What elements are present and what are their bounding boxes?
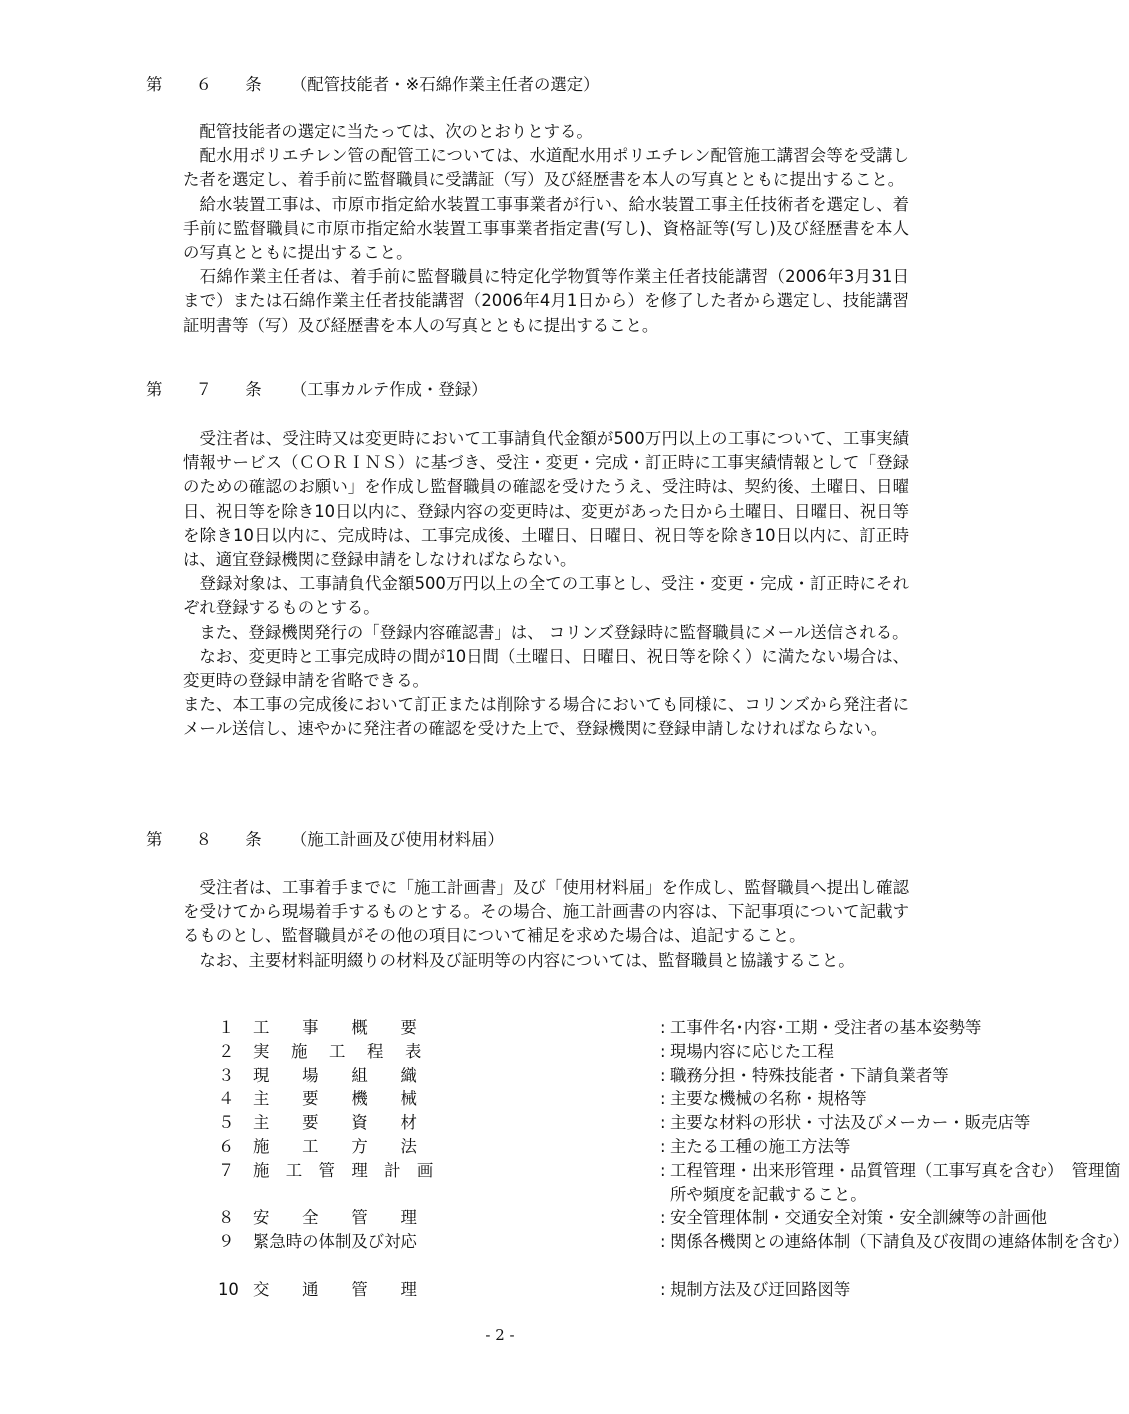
article-6-heading [146,72,600,98]
item-label: 交 通 管 理 [253,1279,417,1299]
paragraph: 給水装置工事は、市原市指定給水装置工事事業者が行い、給水装置工事主任技術者を選定し、着手前に監督職員に市原市指定給水装置工事事業者指定書(写し)、資格証等(写し)及び経歴書を本人の写真とともに提出すること。 [183,194,909,263]
item-description: 工事件名･内容･工期・受注者の基本姿勢等 [670,1018,982,1037]
list-item [218,1087,918,1111]
item-label: 現 場 組 織 [253,1065,417,1085]
list-item [218,1135,918,1159]
list-item [218,1230,1129,1278]
separator: : [660,1018,666,1037]
item-description: 工程管理・出来形管理・品質管理（工事写真を含む） 管理箇所や頻度を記載すること。 [670,1160,1121,1204]
item-description: 主要な材料の形状・寸法及びメーカー・販売店等 [670,1113,1031,1133]
separator: : [660,1113,666,1133]
separator: : [660,1160,666,1180]
item-description: 主たる工種の施工方法等 [670,1136,851,1156]
item-number: ２ [218,1041,235,1061]
paragraph: 配水用ポリエチレン管の配管工については、水道配水用ポリエチレン配管施工講習会等を受講した者を選定し、着手前に監督職員に受講証（写）及び経歴書を本人の写真とともに提出すること。 [183,146,909,190]
item-number: 10 [218,1279,239,1299]
paragraph: なお、変更時と工事完成時の間が10日間（土曜日、日曜日、祝日等を除く）に満たない場合は、変更時の登録申請を省略できる。 [183,646,909,691]
article-title: （配管技能者・※石綿作業主任者の選定） [290,75,600,94]
item-label: 主 要 資 材 [253,1113,417,1133]
article-6-body [183,120,909,338]
item-label: 緊急時の体制及び対応 [253,1232,417,1252]
paragraph: また、登録機関発行の「登録内容確認書」は、 コリンズ登録時に監督職員にメール送信される。 [183,622,909,642]
item-label: 工 事 概 要 [253,1018,417,1037]
item-label: 安 全 管 理 [253,1208,417,1228]
item-number: ５ [218,1113,235,1133]
item-number: ９ [218,1232,235,1252]
item-number: ８ [218,1208,235,1228]
item-number: ３ [218,1065,235,1085]
list-item [218,1040,918,1064]
separator: : [660,1065,666,1085]
item-description: 規制方法及び迂回路図等 [670,1279,851,1299]
separator: : [660,1208,666,1228]
separator: : [660,1041,666,1061]
article-8-body [183,876,909,973]
list-item [218,1111,1031,1135]
item-description: 安全管理体制・交通安全対策・安全訓練等の計画他 [670,1208,1047,1228]
page-number: - 2 - [485,1326,515,1344]
paragraph: なお、主要材料証明綴りの材料及び証明等の内容については、監督職員と協議すること。 [183,950,855,970]
list-item [218,1016,982,1040]
paragraph: 受注者は、受注時又は変更時において工事請負代金額が500万円以上の工事について、工事実績情報サービス（ＣＯＲＩＮＳ）に基づき、受注・変更・完成・訂正時に工事実績情報として「登録のための確認のお願い」を作成し監督職員の確認を受けたうえ、受注時は、契約後、土曜日、日曜日、祝日等を除き10日以内に、登録内容の変更時は、変更があった日から土曜日、日曜日、祝日等を除き10日以内に、完成時は、工事完成後、土曜日、日曜日、祝日等を除き10日以内に、訂正時は、適宜登録機関に登録申請をしなければならない。 [183,429,909,570]
item-number: ６ [218,1136,235,1156]
item-description: 関係各機関との連絡体制（下請負及び夜間の連絡体制を含む） [670,1232,1129,1252]
separator: : [660,1089,666,1109]
item-number: １ [218,1018,235,1037]
paragraph: また、本工事の完成後において訂正または削除する場合においても同様に、コリンズから発注者にメール送信し、速やかに発注者の確認を受けた上で、登録機関に登録申請しなければならない。 [183,695,909,739]
article-number: 第 ８ 条 [146,830,276,849]
article-number: 第 ７ 条 [146,380,276,399]
item-label: 施 工 管 理 計 画 [253,1160,434,1180]
plan-items-list [218,1016,1129,1302]
article-title: （施工計画及び使用材料届） [290,830,504,849]
item-label: 施 工 方 法 [253,1136,417,1156]
item-description: 現場内容に応じた工程 [670,1041,834,1061]
item-label: 実 施 工 程 表 [253,1041,422,1061]
paragraph: 配管技能者の選定に当たっては、次のとおりとする。 [183,122,593,141]
list-item [218,1064,949,1088]
separator: : [660,1279,666,1299]
item-label: 主 要 機 械 [253,1089,417,1109]
item-description: 主要な機械の名称・規格等 [670,1089,867,1109]
separator: : [660,1136,666,1156]
article-number: 第 ６ 条 [146,75,276,94]
list-item [218,1278,918,1302]
article-title: （工事カルテ作成・登録） [290,380,488,399]
item-description: 職務分担・特殊技能者・下請負業者等 [670,1065,949,1085]
list-item [218,1206,1047,1230]
article-8-heading [146,827,504,853]
paragraph: 石綿作業主任者は、着手前に監督職員に特定化学物質等作業主任者技能講習（2006年3月31日まで）または石綿作業主任者技能講習（2006年4月1日から）を修了した者から選定し、技能講習証明書等（写）及び経歴書を本人の写真とともに提出すること。 [183,267,909,335]
article-7-heading [146,377,488,403]
paragraph: 登録対象は、工事請負代金額500万円以上の全ての工事とし、受注・変更・完成・訂正時にそれぞれ登録するものとする。 [183,574,909,618]
separator: : [660,1232,666,1252]
item-number: ４ [218,1089,235,1109]
item-number: ７ [218,1160,235,1180]
article-7-body [183,427,909,742]
paragraph: 受注者は、工事着手までに「施工計画書」及び「使用材料届」を作成し、監督職員へ提出し確認を受けてから現場着手するものとする。その場合、施工計画書の内容は、下記事項について記載するものとし、監督職員がその他の項目について補足を求めた場合は、追記すること。 [183,878,909,946]
list-item [218,1159,1121,1207]
